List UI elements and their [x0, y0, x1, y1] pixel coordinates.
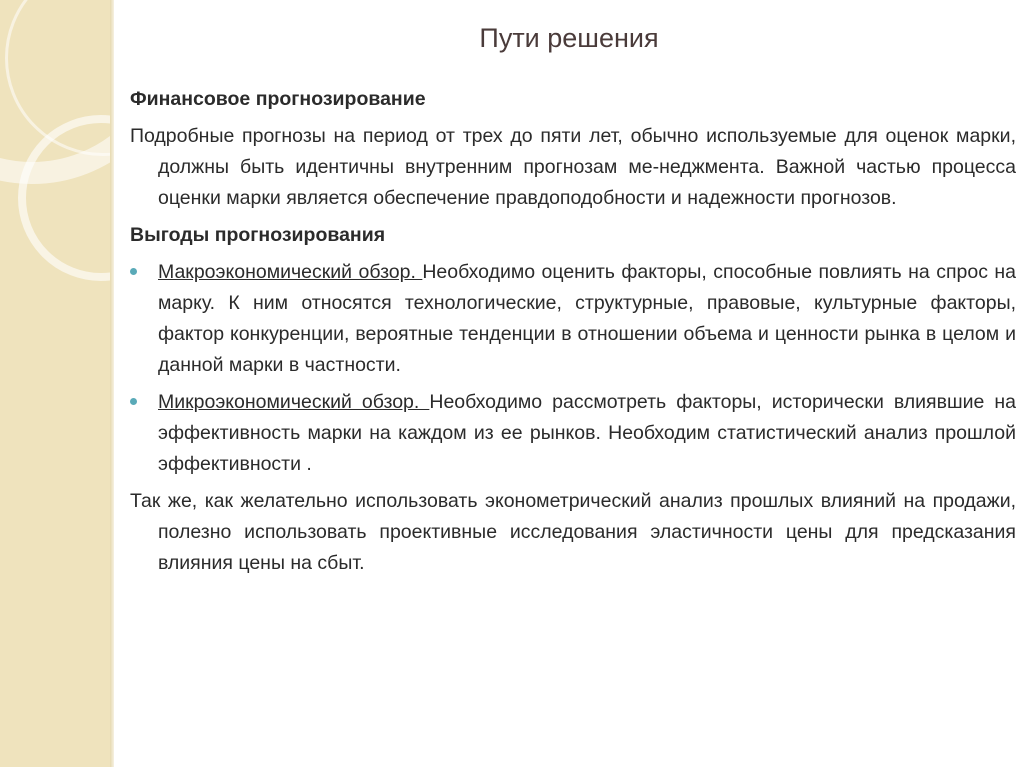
slide-content — [130, 84, 1016, 585]
bullet-icon — [130, 398, 137, 405]
bullet-item-macro — [130, 257, 1016, 381]
bullet-text: Необходимо рассмотреть факторы, исторически влиявшие на эффективность марки на каждом из ее рынков. Необходим статистический анализ прошлой эффективности . — [158, 391, 1016, 475]
slide-title: Пути решения — [479, 23, 659, 53]
section-heading-benefits: Выгоды прогнозирования — [130, 224, 386, 246]
bullet-item-micro — [130, 387, 1016, 480]
section-heading-financial: Финансовое прогнозирование — [130, 88, 426, 110]
decorative-side-panel — [0, 0, 110, 767]
bullet-title: Макроэкономический обзор. — [158, 261, 423, 283]
paragraph-financial: Подробные прогнозы на период от трех до пяти лет, обычно используемые для оценок марки, должны быть идентичны внутренним прогнозам ме-неджмента. Важной частью процесса оценки марки является обеспечение правдоподобности и надежности прогнозов. — [130, 125, 1016, 209]
panel-edge — [110, 0, 114, 767]
paragraph-closing: Так же, как желательно использовать эконометрический анализ прошлых влияний на продажи, полезно использовать проективные исследования эластичности цены для предсказания влияния цены на сбыт. — [130, 490, 1016, 574]
bullet-text: Необходимо оценить факторы, способные повлиять на спрос на марку. К ним относятся технологические, структурные, правовые, культурные факторы, фактор конкуренции, вероятные тенденции в отношении объема и ценности рынка в целом и данной марки в частности. — [158, 261, 1016, 376]
bullet-title: Микроэкономический обзор. — [158, 391, 430, 413]
bullet-icon — [130, 268, 137, 275]
